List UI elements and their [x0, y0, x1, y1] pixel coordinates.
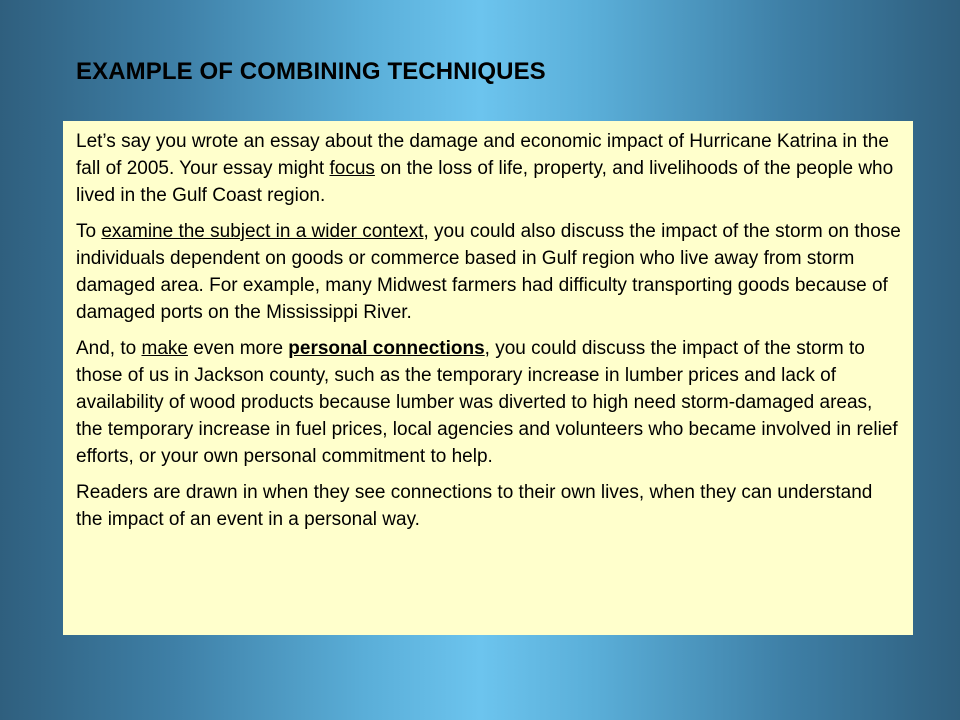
paragraph-wider-context-text-2: , you could also discuss the impact of the storm on those individuals dependent on goods or commerce based in Gulf region who live away from storm damaged area. For example, many Midwest farmers had difficulty transporting goods because of damaged ports on the Mississippi River.: [76, 221, 901, 323]
paragraph-intro-text-1: Let’s say you wrote an essay about the damage and economic impact of Hurricane Katrina in the fall of 2005. Your essay might: [76, 131, 889, 179]
wider-context-underlined: examine the subject in a wider context: [101, 221, 424, 242]
paragraph-conclusion: [76, 479, 903, 533]
paragraph-personal-text-1: And, to: [76, 338, 142, 359]
paragraph-conclusion-text: Readers are drawn in when they see connections to their own lives, when they can understand the impact of an event in a personal way.: [76, 482, 873, 530]
make-underlined: make: [141, 338, 188, 359]
paragraph-personal-text-2: even more: [187, 338, 289, 359]
paragraph-intro: [76, 128, 903, 209]
paragraph-personal-connections: [76, 335, 903, 470]
paragraph-wider-context-text-1: To: [76, 221, 102, 242]
paragraph-personal-text-3: , you could discuss the impact of the storm to those of us in Jackson county, such as the temporary increase in lumber prices and lack of availability of wood products because lumber was diverted to high need storm-damaged areas, the temporary increase in fuel prices, local agencies and volunteers who became involved in relief efforts, or your own personal commitment to help.: [76, 338, 898, 467]
focus-underlined: focus: [329, 158, 375, 179]
paragraph-intro-text-2: on the loss of life, property, and livelihoods of the people who lived in the Gulf Coast region.: [76, 158, 894, 206]
paragraph-wider-context: [76, 218, 903, 326]
personal-connections-bold-underlined: personal connections: [288, 338, 485, 359]
slide-title: EXAMPLE OF COMBINING TECHNIQUES: [76, 58, 546, 85]
content-box: [63, 121, 913, 635]
